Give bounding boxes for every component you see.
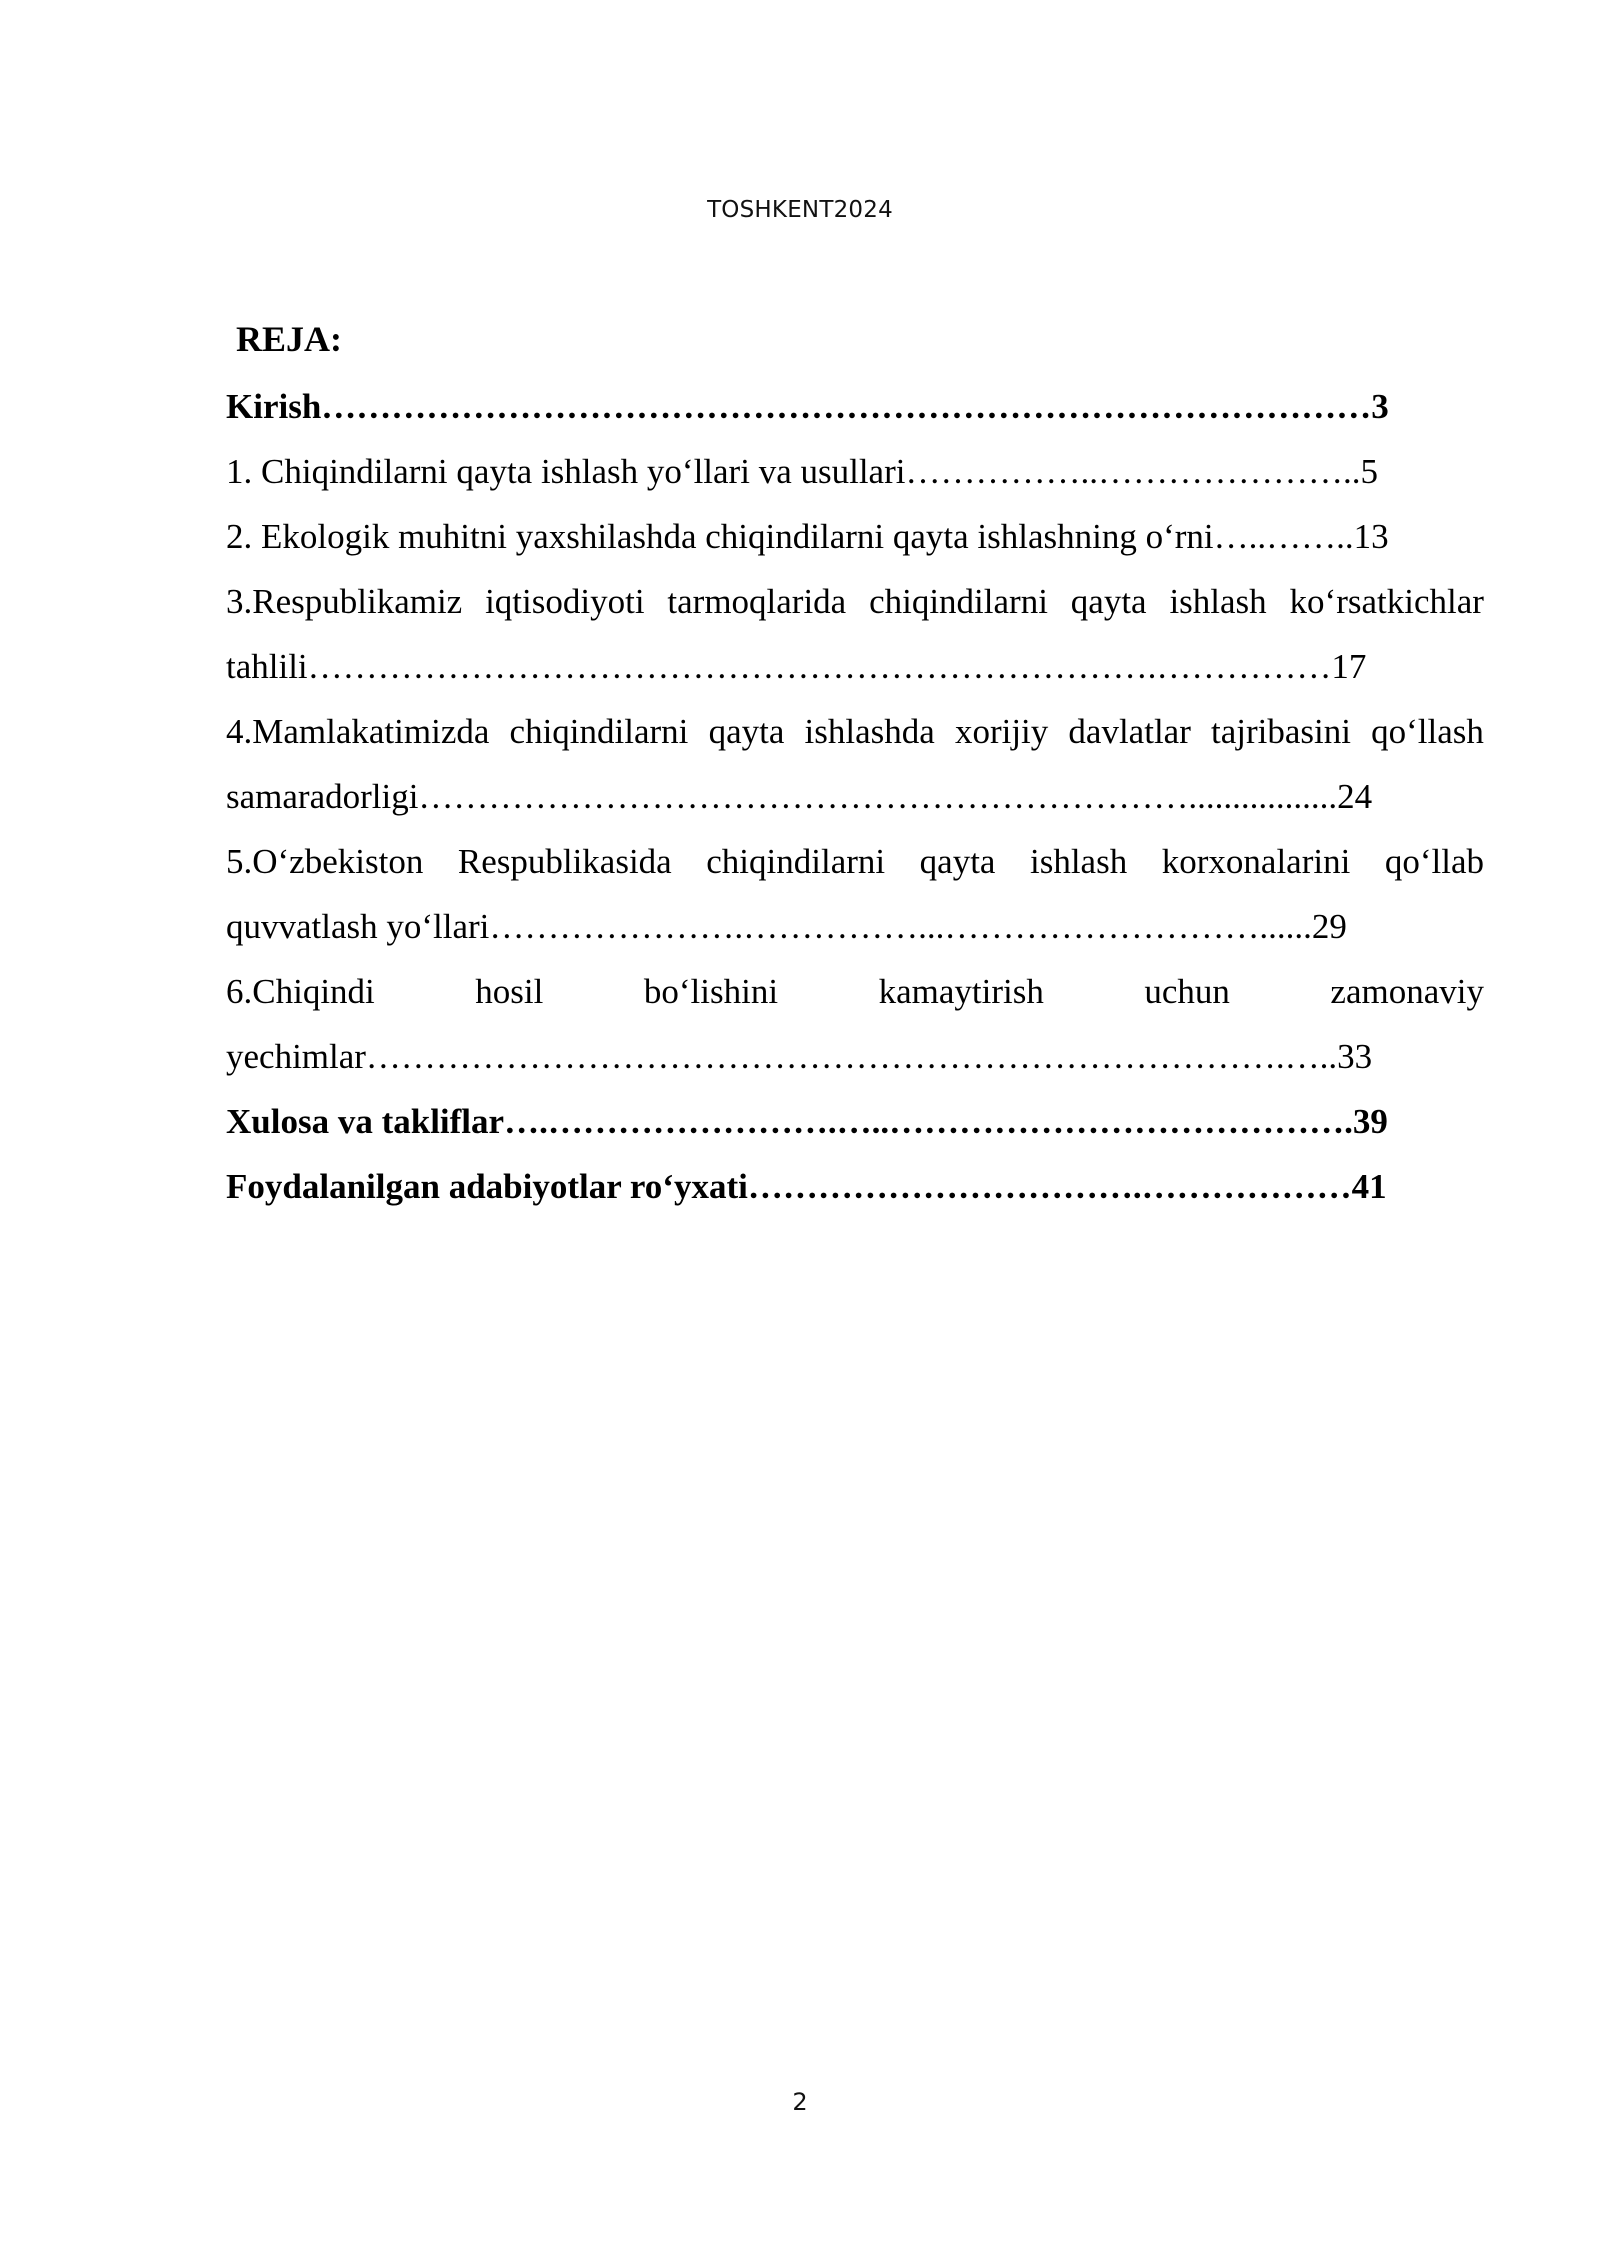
toc-word: ishlash — [1029, 842, 1128, 881]
toc-entry-5-line-1 — [226, 829, 1484, 894]
toc-entry-2: 2. Ekologik muhitni yaxshilashda chiqindilarni qayta ishlashning o‘rni…..……..13 — [226, 517, 1389, 556]
toc-entry-3-line-1 — [226, 569, 1484, 634]
city-year-header: TOSHKENT2024 — [707, 197, 893, 223]
toc-word: kamaytirish — [878, 972, 1044, 1011]
toc-entry-3-line-2: tahlili……………………………………………………………….……………17 — [226, 647, 1367, 686]
toc-word: tajribasini — [1211, 712, 1351, 751]
toc-word: 5.O‘zbekiston — [226, 842, 424, 881]
toc-word: Respublikasida — [457, 842, 672, 881]
toc-word: xorijiy — [954, 712, 1049, 751]
toc-entry-6-line-2: yechimlar…………………………………………………………………….…..33 — [226, 1037, 1373, 1076]
toc-word: 4.Mamlakatimizda — [226, 712, 490, 751]
toc-word: chiqindilarni — [706, 842, 886, 881]
toc-word: uchun — [1144, 972, 1230, 1011]
toc-word: qo‘llash — [1371, 712, 1484, 751]
page-number: 2 — [792, 2088, 808, 2116]
toc-word: tarmoqlarida — [667, 582, 847, 621]
toc-word: korxonalarini — [1161, 842, 1351, 881]
toc-word: hosil — [475, 972, 544, 1011]
toc-entry-6-line-1 — [226, 959, 1484, 1024]
toc-word: ishlashda — [804, 712, 935, 751]
toc-entry-4-line-2: samaradorligi………………………………………………………….................24 — [226, 777, 1373, 816]
toc-word: qayta — [919, 842, 996, 881]
toc-word: ko‘rsatkichlar — [1289, 582, 1484, 621]
toc-entry-kirish: Kirish………………………………………………………………………………3 — [226, 387, 1389, 426]
toc-word: qayta — [1070, 582, 1147, 621]
toc-entry-4-line-1 — [226, 699, 1484, 764]
plan-title: REJA: — [236, 319, 342, 359]
table-of-contents — [226, 374, 1484, 1219]
toc-word: iqtisodiyoti — [485, 582, 645, 621]
toc-word: ishlash — [1169, 582, 1267, 621]
toc-word: davlatlar — [1068, 712, 1191, 751]
toc-word: 3.Respublikamiz — [226, 582, 463, 621]
toc-word: zamonaviy — [1330, 972, 1484, 1011]
toc-word: chiqindilarni — [509, 712, 689, 751]
toc-word: chiqindilarni — [869, 582, 1048, 621]
toc-entry-5-line-2: quvvatlash yo‘llari………………….……………...………………………......29 — [226, 907, 1347, 946]
toc-word: 6.Chiqindi — [226, 972, 375, 1011]
toc-entry-xulosa: Xulosa va takliflar….…………………….…..………………………………….39 — [226, 1102, 1388, 1141]
toc-word: qayta — [708, 712, 785, 751]
toc-word: qo‘llab — [1384, 842, 1484, 881]
toc-word: bo‘lishini — [643, 972, 779, 1011]
toc-entry-adabiyotlar: Foydalanilgan adabiyotlar ro‘yxati…………………………….………………41 — [226, 1167, 1387, 1206]
toc-entry-1: 1. Chiqindilarni qayta ishlash yo‘llari va usullari……………..…………………..5 — [226, 452, 1378, 491]
